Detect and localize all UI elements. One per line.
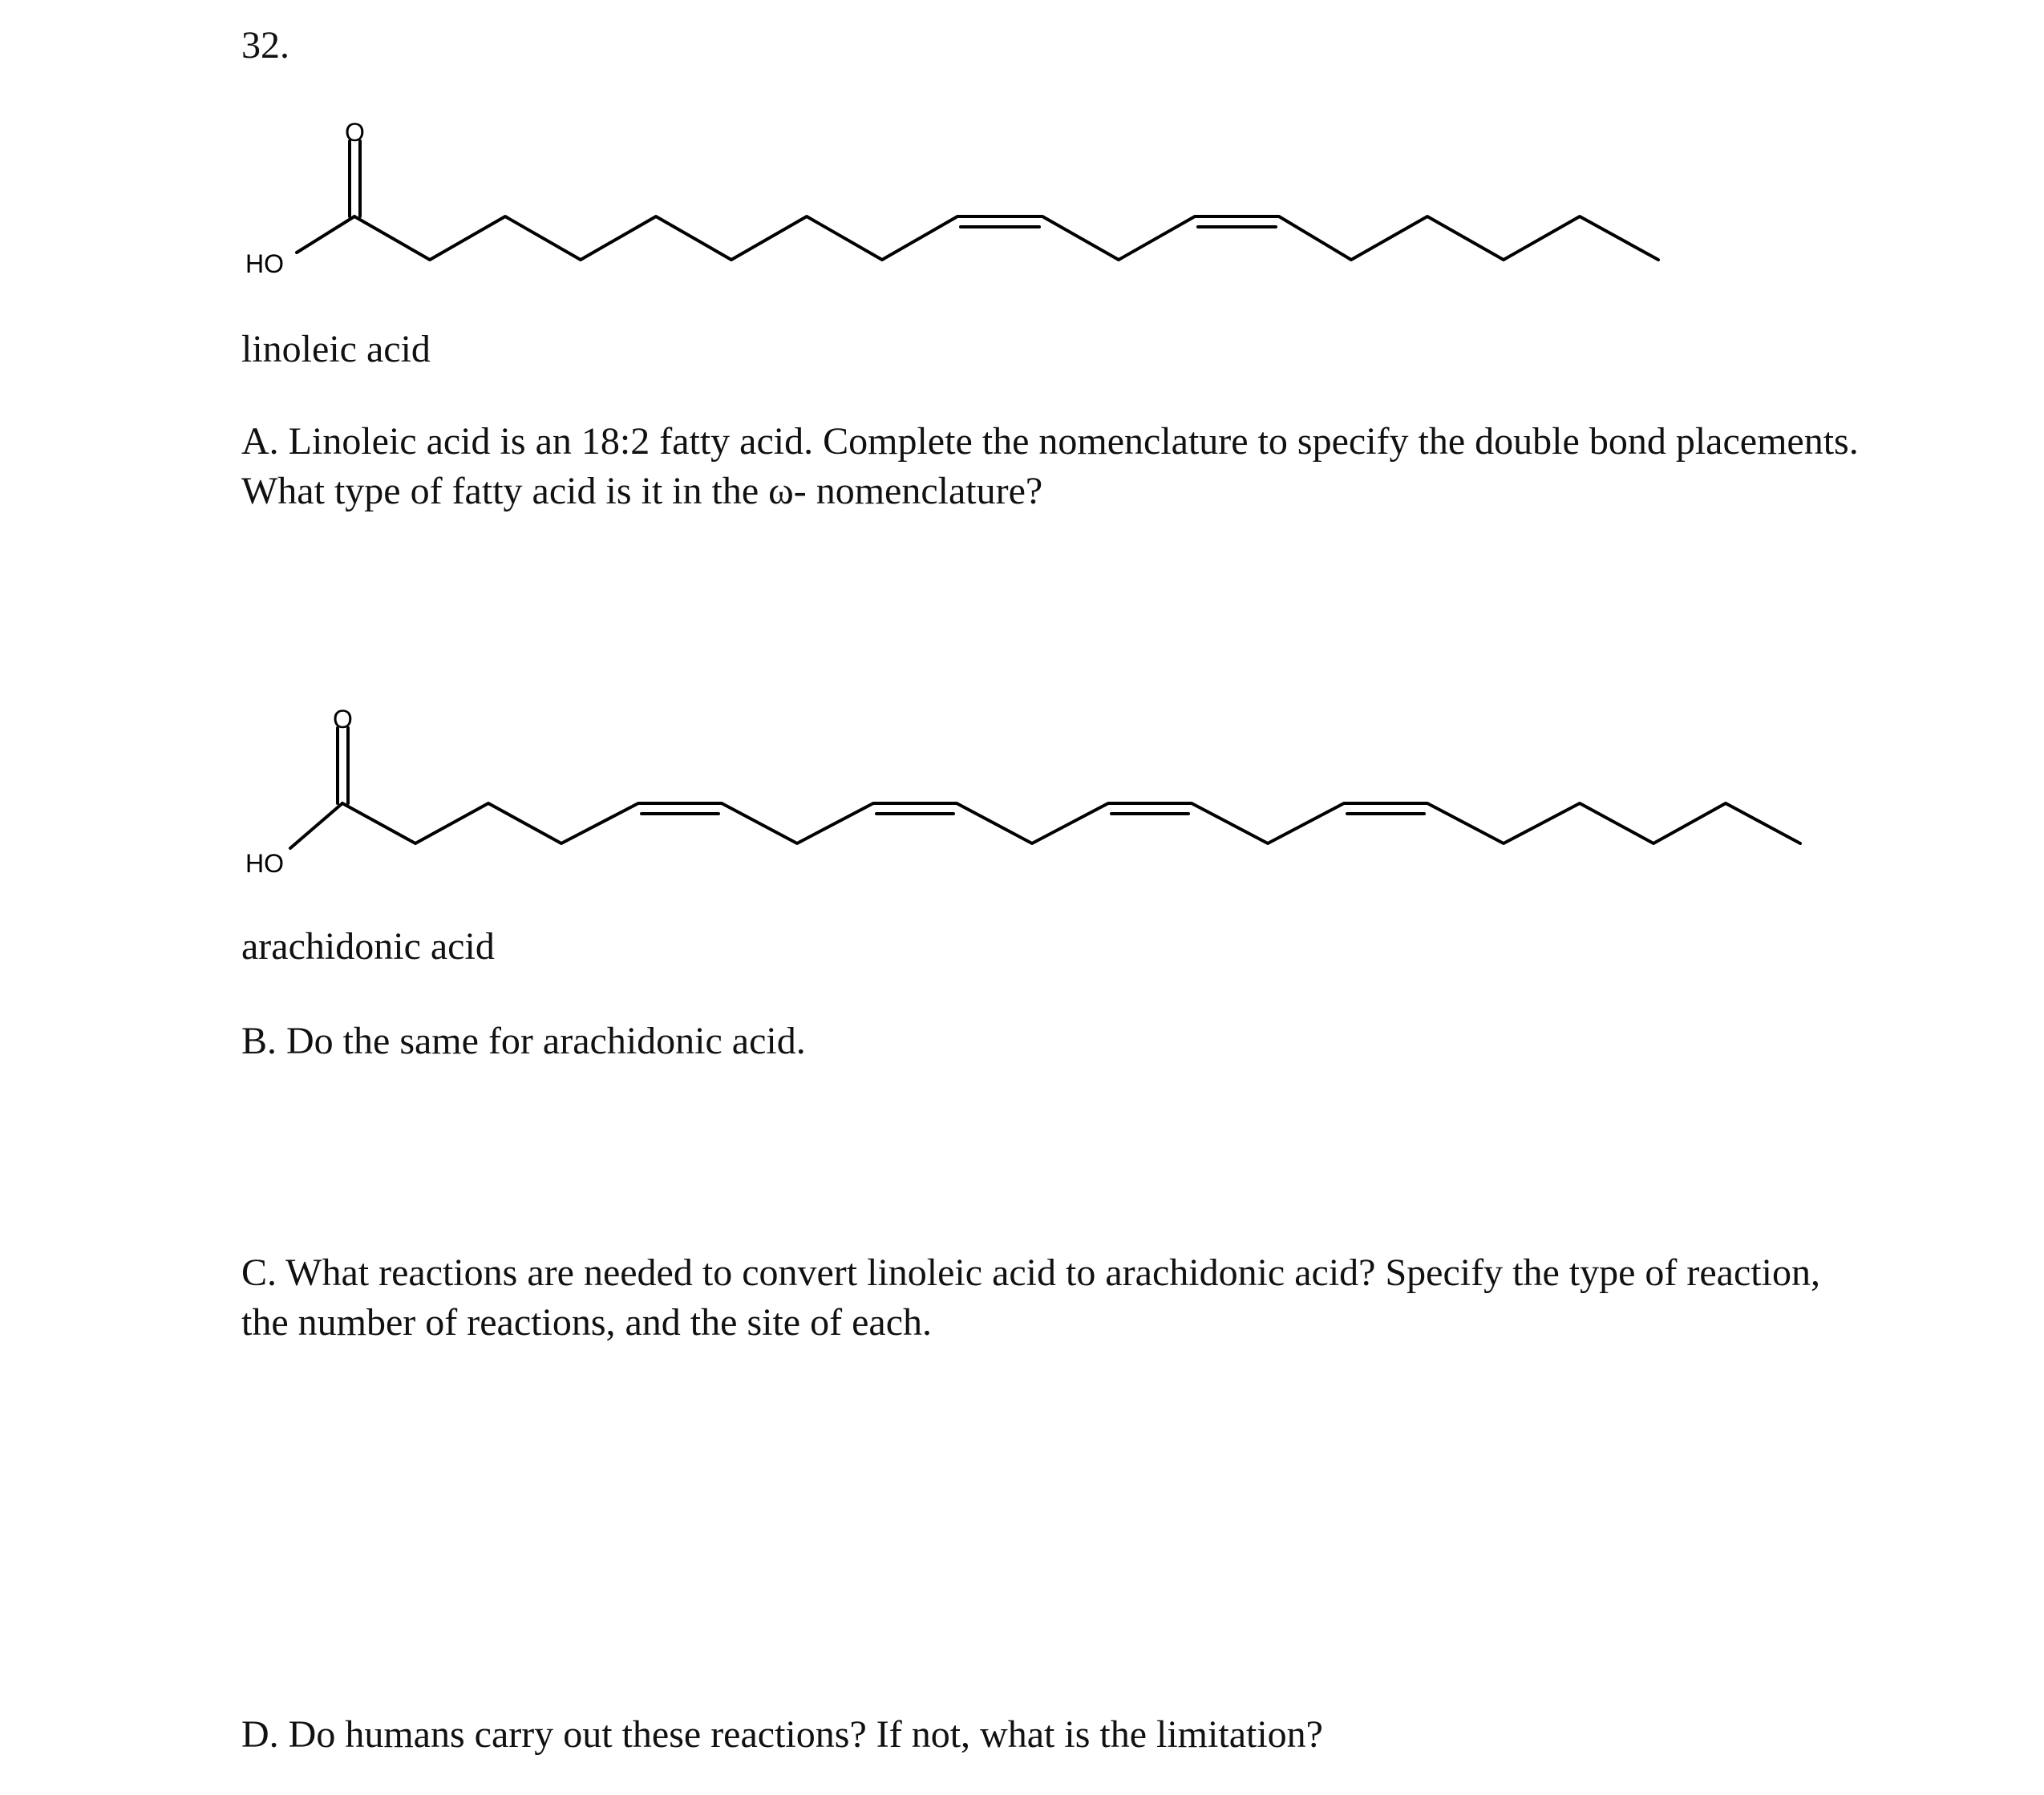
linoleic-acid-structure [0, 0, 2044, 297]
linoleic-hydroxyl-bond [297, 216, 354, 253]
arachidonic-hydroxyl-bond [290, 803, 342, 848]
linoleic-acid-label: linoleic acid [241, 328, 431, 370]
question-a: A. Linoleic acid is an 18:2 fatty acid. Complete the nomenclature to specify the double bond placements. What type of fatty acid is it in the ω- nomenclature? [241, 420, 1859, 512]
question-d: D. Do humans carry out these reactions? If not, what is the limitation? [241, 1713, 1323, 1756]
linoleic-carbon-chain [354, 216, 1658, 260]
question-b: B. Do the same for arachidonic acid. [241, 1020, 806, 1062]
problem-number: 32. [241, 24, 289, 67]
question-c: C. What reactions are needed to convert linoleic acid to arachidonic acid? Specify the type of reaction, the number of reactions, and the site of each. [241, 1251, 1820, 1344]
arachidonic-acid-label: arachidonic acid [241, 925, 495, 968]
arachidonic-hydroxyl-group: HO [245, 849, 284, 878]
arachidonic-carbon-chain [342, 803, 1800, 843]
linoleic-carbonyl-oxygen: O [345, 118, 365, 147]
linoleic-hydroxyl-group: HO [245, 249, 284, 278]
arachidonic-carbonyl-oxygen: O [333, 705, 353, 734]
arachidonic-acid-structure [0, 689, 2044, 898]
